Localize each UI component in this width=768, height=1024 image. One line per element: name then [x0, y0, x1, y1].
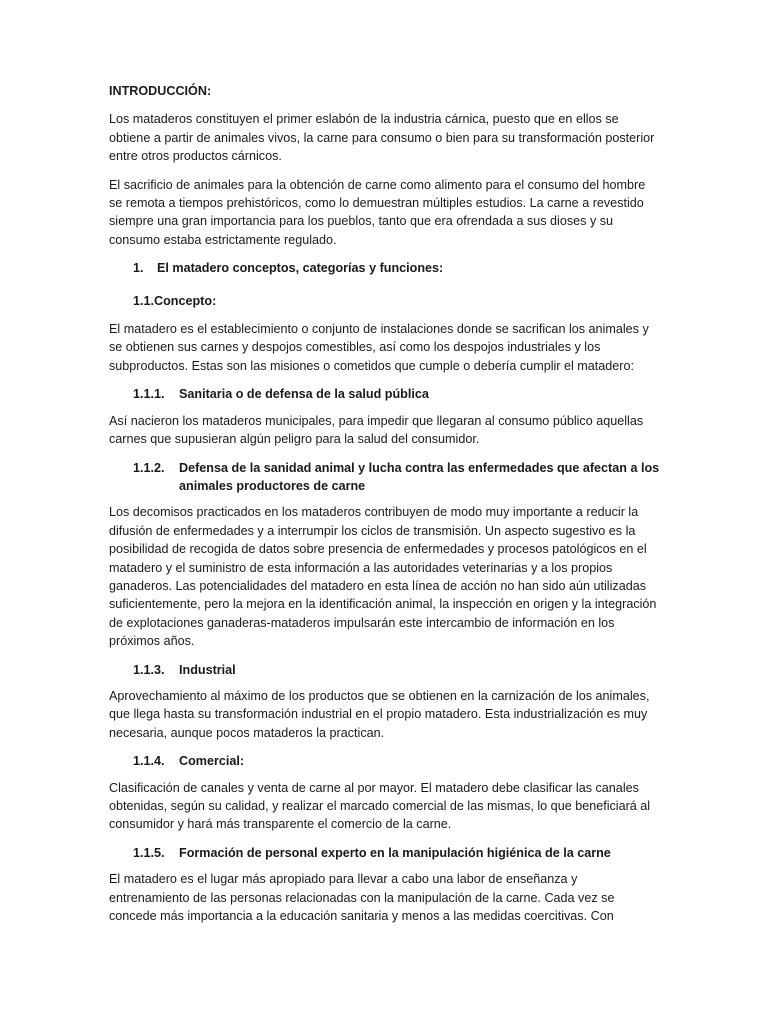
- subsection-title: Sanitaria o de defensa de la salud pública: [179, 387, 429, 402]
- subsection-1-1-1-heading: [109, 385, 661, 403]
- subsection-1-1-5-body: El matadero es el lugar más apropiado para llevar a cabo una labor de enseñanza y entrenamiento de las personas relacionadas con la manipulación de la carne. Cada vez se concede más importancia a la educación sanitaria y menos a las medidas coercitivas. Con: [109, 872, 615, 924]
- section-1-title: El matadero conceptos, categorías y funciones:: [157, 261, 444, 276]
- subsection-number: 1.1.1.: [133, 387, 165, 402]
- section-1-1-heading: 1.1.Concepto:: [133, 293, 217, 308]
- subsection-number: 1.1.2.: [133, 460, 165, 475]
- subsection-1-1-4-heading: [109, 752, 661, 770]
- section-1-1-body: El matadero es el establecimiento o conjunto de instalaciones donde se sacrifican los animales y se obtienen sus carnes y despojos comestibles, así como los despojos industriales y los subproductos. Estas son las misiones o cometidos que cumple o debería cumplir el matadero:: [109, 322, 649, 373]
- subsection-1-1-4-body: Clasificación de canales y venta de carne al por mayor. El matadero debe clasificar las canales obtenidas, según su calidad, y realizar el marcado comercial de las mismas, lo que beneficiará al consumidor y hará más transparente el comercio de la carne.: [109, 780, 651, 832]
- intro-paragraph-1: Los mataderos constituyen el primer eslabón de la industria cárnica, puesto que en ellos se obtiene a partir de animales vivos, la carne para consumo o bien para su transformación posterior entre otros productos cárnicos.: [109, 112, 655, 164]
- subsection-title: Comercial:: [179, 754, 245, 769]
- subsection-1-1-2-body: Los decomisos practicados en los mataderos contribuyen de modo muy importante a reducir la difusión de enfermedades y a interrumpir los ciclos de transmisión. Un aspecto sugestivo es la posibilidad de recogida de datos sobre presencia de enfermedades y procesos patológicos en el matadero y el suministro de esta información a las autoridades veterinarias y a los propios ganaderos. Las potencialidades del matadero en esta línea de acción no han sido aún utilizadas suficientemente, pero la mejora en la identificación animal, la inspección en origen y la integración de explotaciones ganaderas-mataderos impulsarán este intercambio de información en los próximos años.: [109, 505, 657, 649]
- subsection-title: Industrial: [179, 662, 236, 677]
- intro-paragraph-2: El sacrificio de animales para la obtención de carne como alimento para el consumo del hombre se remota a tiempos prehistóricos, como lo demuestran múltiples estudios. La carne a revestido siempre una gran importancia para los pueblos, tanto que era ofrendada a sus dioses y su consumo estaba estrictamente regulado.: [109, 177, 646, 247]
- section-1-number: 1.: [133, 261, 144, 276]
- subsection-1-1-3-heading: [109, 661, 661, 679]
- subsection-1-1-2-heading: [109, 459, 661, 496]
- subsection-title: Formación de personal experto en la manipulación higiénica de la carne: [179, 845, 611, 860]
- subsection-1-1-5-heading: [109, 844, 661, 862]
- subsection-number: 1.1.3.: [133, 662, 165, 677]
- subsection-number: 1.1.5.: [133, 845, 165, 860]
- subsection-number: 1.1.4.: [133, 754, 165, 769]
- section-1-heading: [109, 259, 661, 277]
- subsection-title: Defensa de la sanidad animal y lucha contra las enfermedades que afectan a los animales productores de carne: [179, 460, 660, 493]
- intro-heading: INTRODUCCIÓN:: [109, 84, 212, 98]
- subsection-1-1-1-body: Así nacieron los mataderos municipales, para impedir que llegaran al consumo público aquellas carnes que supusieran algún peligro para la salud del consumidor.: [109, 413, 644, 447]
- document-page: [109, 82, 661, 935]
- subsection-1-1-3-body: Aprovechamiento al máximo de los productos que se obtienen en la carnización de los animales, que llega hasta su transformación industrial en el propio matadero. Esta industrialización es muy necesaria, aunque pocos mataderos la practican.: [109, 688, 650, 740]
